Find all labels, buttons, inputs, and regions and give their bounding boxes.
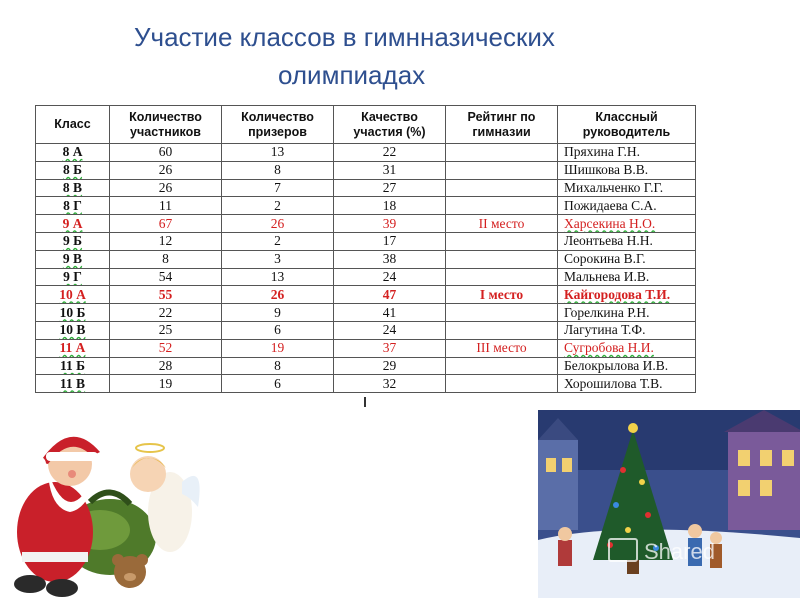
cell-quality: 27 [334, 179, 446, 197]
cell-teacher: Харсекина Н.О. [558, 215, 696, 233]
table-row [36, 215, 696, 233]
cell-teacher: Пожидаева С.А. [558, 197, 696, 215]
header-winners: Количество призеров [222, 106, 334, 144]
table-header-row [36, 106, 696, 144]
table-row [36, 286, 696, 304]
cell-participants: 26 [110, 179, 222, 197]
cell-participants: 54 [110, 268, 222, 286]
cell-quality: 32 [334, 375, 446, 393]
cell-winners: 26 [222, 215, 334, 233]
cell-teacher: Кайгородова Т.И. [558, 286, 696, 304]
cell-rating [446, 161, 558, 179]
cell-class: 9 А [36, 215, 110, 233]
cell-quality: 41 [334, 304, 446, 322]
cell-teacher: Сорокина В.Г. [558, 250, 696, 268]
cell-participants: 60 [110, 144, 222, 162]
cell-winners: 13 [222, 268, 334, 286]
table-row [36, 250, 696, 268]
cell-rating [446, 179, 558, 197]
cell-rating [446, 144, 558, 162]
cell-teacher: Мальнева И.В. [558, 268, 696, 286]
cell-quality: 37 [334, 339, 446, 357]
table-row [36, 268, 696, 286]
header-teacher: Классный руководитель [558, 106, 696, 144]
cell-winners: 7 [222, 179, 334, 197]
table-row [36, 304, 696, 322]
cell-class: 11 А [36, 339, 110, 357]
cell-quality: 39 [334, 215, 446, 233]
cell-participants: 52 [110, 339, 222, 357]
cell-rating: I место [446, 286, 558, 304]
slideshare-icon [608, 538, 638, 562]
cell-winners: 2 [222, 232, 334, 250]
table-row [36, 161, 696, 179]
header-rating: Рейтинг по гимназии [446, 106, 558, 144]
cell-quality: 31 [334, 161, 446, 179]
cell-rating [446, 232, 558, 250]
cell-winners: 9 [222, 304, 334, 322]
cell-quality: 24 [334, 268, 446, 286]
cell-class: 10 В [36, 321, 110, 339]
table-row [36, 179, 696, 197]
cell-participants: 12 [110, 232, 222, 250]
cell-rating [446, 321, 558, 339]
table-row [36, 144, 696, 162]
cell-winners: 13 [222, 144, 334, 162]
cell-teacher: Леонтьева Н.Н. [558, 232, 696, 250]
cell-winners: 26 [222, 286, 334, 304]
cell-winners: 6 [222, 375, 334, 393]
winter-scene-image [538, 410, 800, 598]
cell-class: 10 А [36, 286, 110, 304]
cell-class: 11 Б [36, 357, 110, 375]
cell-teacher: Хорошилова Т.В. [558, 375, 696, 393]
olympiad-table [35, 105, 696, 393]
cell-teacher: Сугробова Н.И. [558, 339, 696, 357]
cell-teacher: Михальченко Г.Г. [558, 179, 696, 197]
cell-rating: II место [446, 215, 558, 233]
cell-teacher: Горелкина Р.Н. [558, 304, 696, 322]
cell-quality: 47 [334, 286, 446, 304]
cell-teacher: Лагутина Т.Ф. [558, 321, 696, 339]
cell-participants: 67 [110, 215, 222, 233]
cell-class: 9 Б [36, 232, 110, 250]
table-row [36, 197, 696, 215]
cell-class: 10 Б [36, 304, 110, 322]
stray-mark [364, 397, 366, 407]
cell-quality: 17 [334, 232, 446, 250]
table-row [36, 375, 696, 393]
table-row [36, 321, 696, 339]
cell-quality: 38 [334, 250, 446, 268]
title-line-1: Участие классов в гимнназических [134, 22, 555, 52]
table-row [36, 232, 696, 250]
header-quality: Качество участия (%) [334, 106, 446, 144]
cell-class: 8 Б [36, 161, 110, 179]
cell-winners: 6 [222, 321, 334, 339]
cell-participants: 11 [110, 197, 222, 215]
table-row [36, 339, 696, 357]
cell-rating: III место [446, 339, 558, 357]
header-class: Класс [36, 106, 110, 144]
cell-rating [446, 250, 558, 268]
cell-participants: 25 [110, 321, 222, 339]
cell-class: 8 Г [36, 197, 110, 215]
cell-winners: 2 [222, 197, 334, 215]
cell-class: 9 В [36, 250, 110, 268]
cell-teacher: Белокрылова И.В. [558, 357, 696, 375]
cell-participants: 28 [110, 357, 222, 375]
watermark-text: Shared [644, 539, 715, 564]
cell-rating [446, 268, 558, 286]
cell-participants: 19 [110, 375, 222, 393]
santa-angel-image [0, 412, 200, 600]
shared-watermark [608, 538, 715, 565]
santa-claus-angel-icon [0, 412, 200, 600]
cell-participants: 55 [110, 286, 222, 304]
christmas-tree-scene-icon [538, 410, 800, 598]
cell-class: 9 Г [36, 268, 110, 286]
cell-quality: 24 [334, 321, 446, 339]
cell-class: 8 В [36, 179, 110, 197]
cell-rating [446, 375, 558, 393]
cell-quality: 18 [334, 197, 446, 215]
cell-teacher: Шишкова В.В. [558, 161, 696, 179]
cell-rating [446, 304, 558, 322]
cell-participants: 8 [110, 250, 222, 268]
cell-class: 8 А [36, 144, 110, 162]
cell-participants: 22 [110, 304, 222, 322]
table-row [36, 357, 696, 375]
cell-quality: 29 [334, 357, 446, 375]
header-participants: Количество участников [110, 106, 222, 144]
cell-rating [446, 357, 558, 375]
title-line-2: олимпиадах [278, 60, 426, 90]
cell-class: 11 В [36, 375, 110, 393]
cell-quality: 22 [334, 144, 446, 162]
cell-winners: 8 [222, 161, 334, 179]
cell-teacher: Пряхина Г.Н. [558, 144, 696, 162]
cell-participants: 26 [110, 161, 222, 179]
cell-winners: 8 [222, 357, 334, 375]
cell-rating [446, 197, 558, 215]
cell-winners: 19 [222, 339, 334, 357]
cell-winners: 3 [222, 250, 334, 268]
